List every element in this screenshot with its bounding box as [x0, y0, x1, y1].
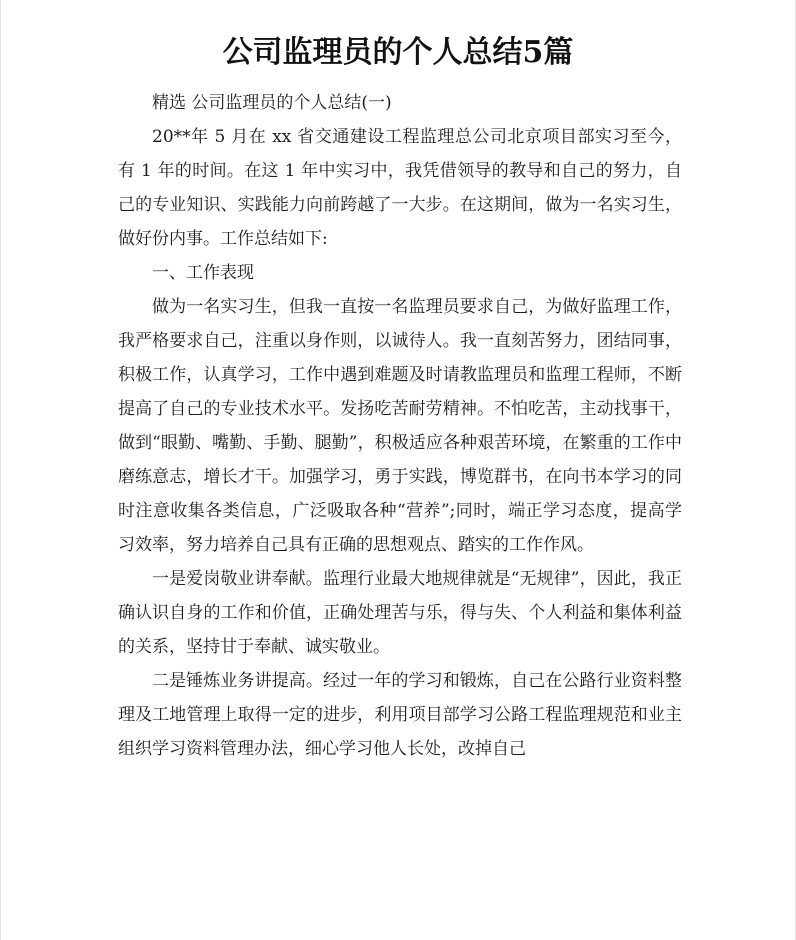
- document-body: [118, 86, 682, 766]
- document-title: 公司监理员的个人总结5篇: [222, 35, 574, 70]
- dedication-paragraph: 一是爱岗敬业讲奉献。监理行业最大地规律就是“无规律”，因此，我正确认识自身的工作和价值，正确处理苦与乐，得与失、个人利益和集体利益的关系，坚持甘于奉献、诚实敬业。: [118, 569, 682, 657]
- intro-paragraph: 20**年 5 月在 xx 省交通建设工程监理总公司北京项目部实习至今，有 1 年的时间。在这 1 年中实习中，我凭借领导的教导和自己的努力，自己的专业知识、实践能力向前跨越了一大步。在这期间，做为一名实习生，做好份内事。工作总结如下:: [118, 127, 682, 249]
- work-performance-paragraph: 做为一名实习生，但我一直按一名监理员要求自己，为做好监理工作，我严格要求自己，注重以身作则，以诚待人。我一直刻苦努力，团结同事，积极工作，认真学习，工作中遇到难题及时请教监理员和监理工程师，不断提高了自己的专业技术水平。发扬吃苦耐劳精神。不怕吃苦，主动找事干，做到“眼勤、嘴勤、手勤、腿勤”，积极适应各种艰苦环境，在繁重的工作中磨练意志，增长才干。加强学习，勇于实践，博览群书，在向书本学习的同时注意收集各类信息，广泛吸取各种“营养”;同时，端正学习态度，提高学习效率，努力培养自己具有正确的思想观点、踏实的工作作风。: [118, 297, 682, 555]
- subtitle-paragraph: 精选 公司监理员的个人总结(一): [152, 93, 392, 113]
- page-left-border: [0, 0, 1, 940]
- skills-paragraph: 二是锤炼业务讲提高。经过一年的学习和锻炼，自己在公路行业资料整理及工地管理上取得一定的进步，利用项目部学习公路工程监理规范和业主组织学习资料管理办法，细心学习他人长处，改掉自己: [118, 671, 682, 759]
- section-heading: 一、工作表现: [152, 263, 254, 283]
